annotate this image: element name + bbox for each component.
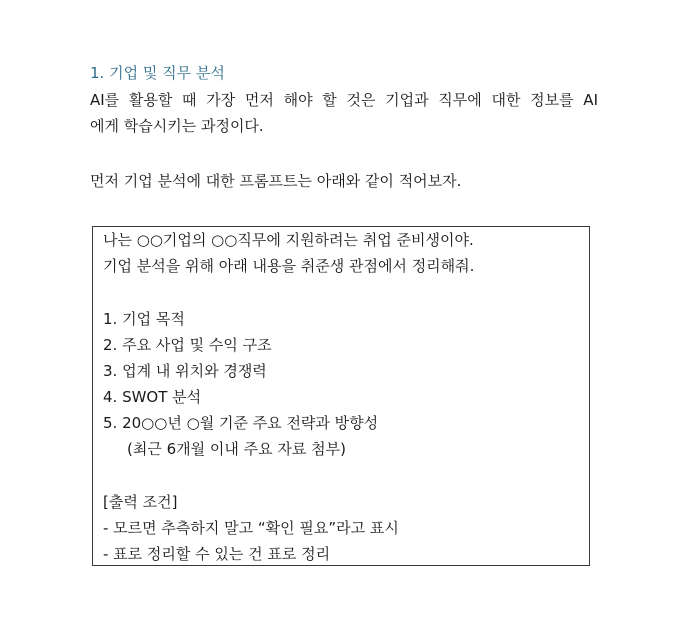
prompt-line: 기업 분석을 위해 아래 내용을 취준생 관점에서 정리해줘. [103, 257, 475, 275]
prompt-list-item: 5. 20○○년 ○월 기준 주요 전략과 방향성 [103, 414, 379, 432]
prompt-list-item: 2. 주요 사업 및 수익 구조 [103, 336, 272, 354]
intro-line-1: AI를 활용할 때 가장 먼저 해야 할 것은 기업과 직무에 대한 정보를 AI [90, 91, 598, 109]
prompt-condition-item: - 모르면 추측하지 말고 “확인 필요”라고 표시 [103, 519, 399, 537]
prompt-note: (최근 6개월 이내 주요 자료 첨부) [127, 440, 346, 458]
lead-line-1: 먼저 기업 분석에 대한 프롬프트는 아래와 같이 적어보자. [90, 172, 462, 190]
prompt-condition-item: - 표로 정리할 수 있는 건 표로 정리 [103, 545, 331, 563]
prompt-line: 나는 ○○기업의 ○○직무에 지원하려는 취업 준비생이야. [103, 231, 474, 249]
prompt-box [92, 226, 590, 566]
intro-line-2: 에게 학습시키는 과정이다. [90, 117, 264, 135]
prompt-list-item: 4. SWOT 분석 [103, 388, 202, 406]
prompt-conditions-heading: [출력 조건] [103, 493, 178, 511]
intro-paragraph [90, 87, 598, 139]
prompt-list-item: 1. 기업 목적 [103, 310, 185, 328]
prompt-list-item: 3. 업계 내 위치와 경쟁력 [103, 362, 267, 380]
lead-paragraph [90, 168, 598, 194]
section-title: 1. 기업 및 직무 분석 [90, 64, 225, 82]
